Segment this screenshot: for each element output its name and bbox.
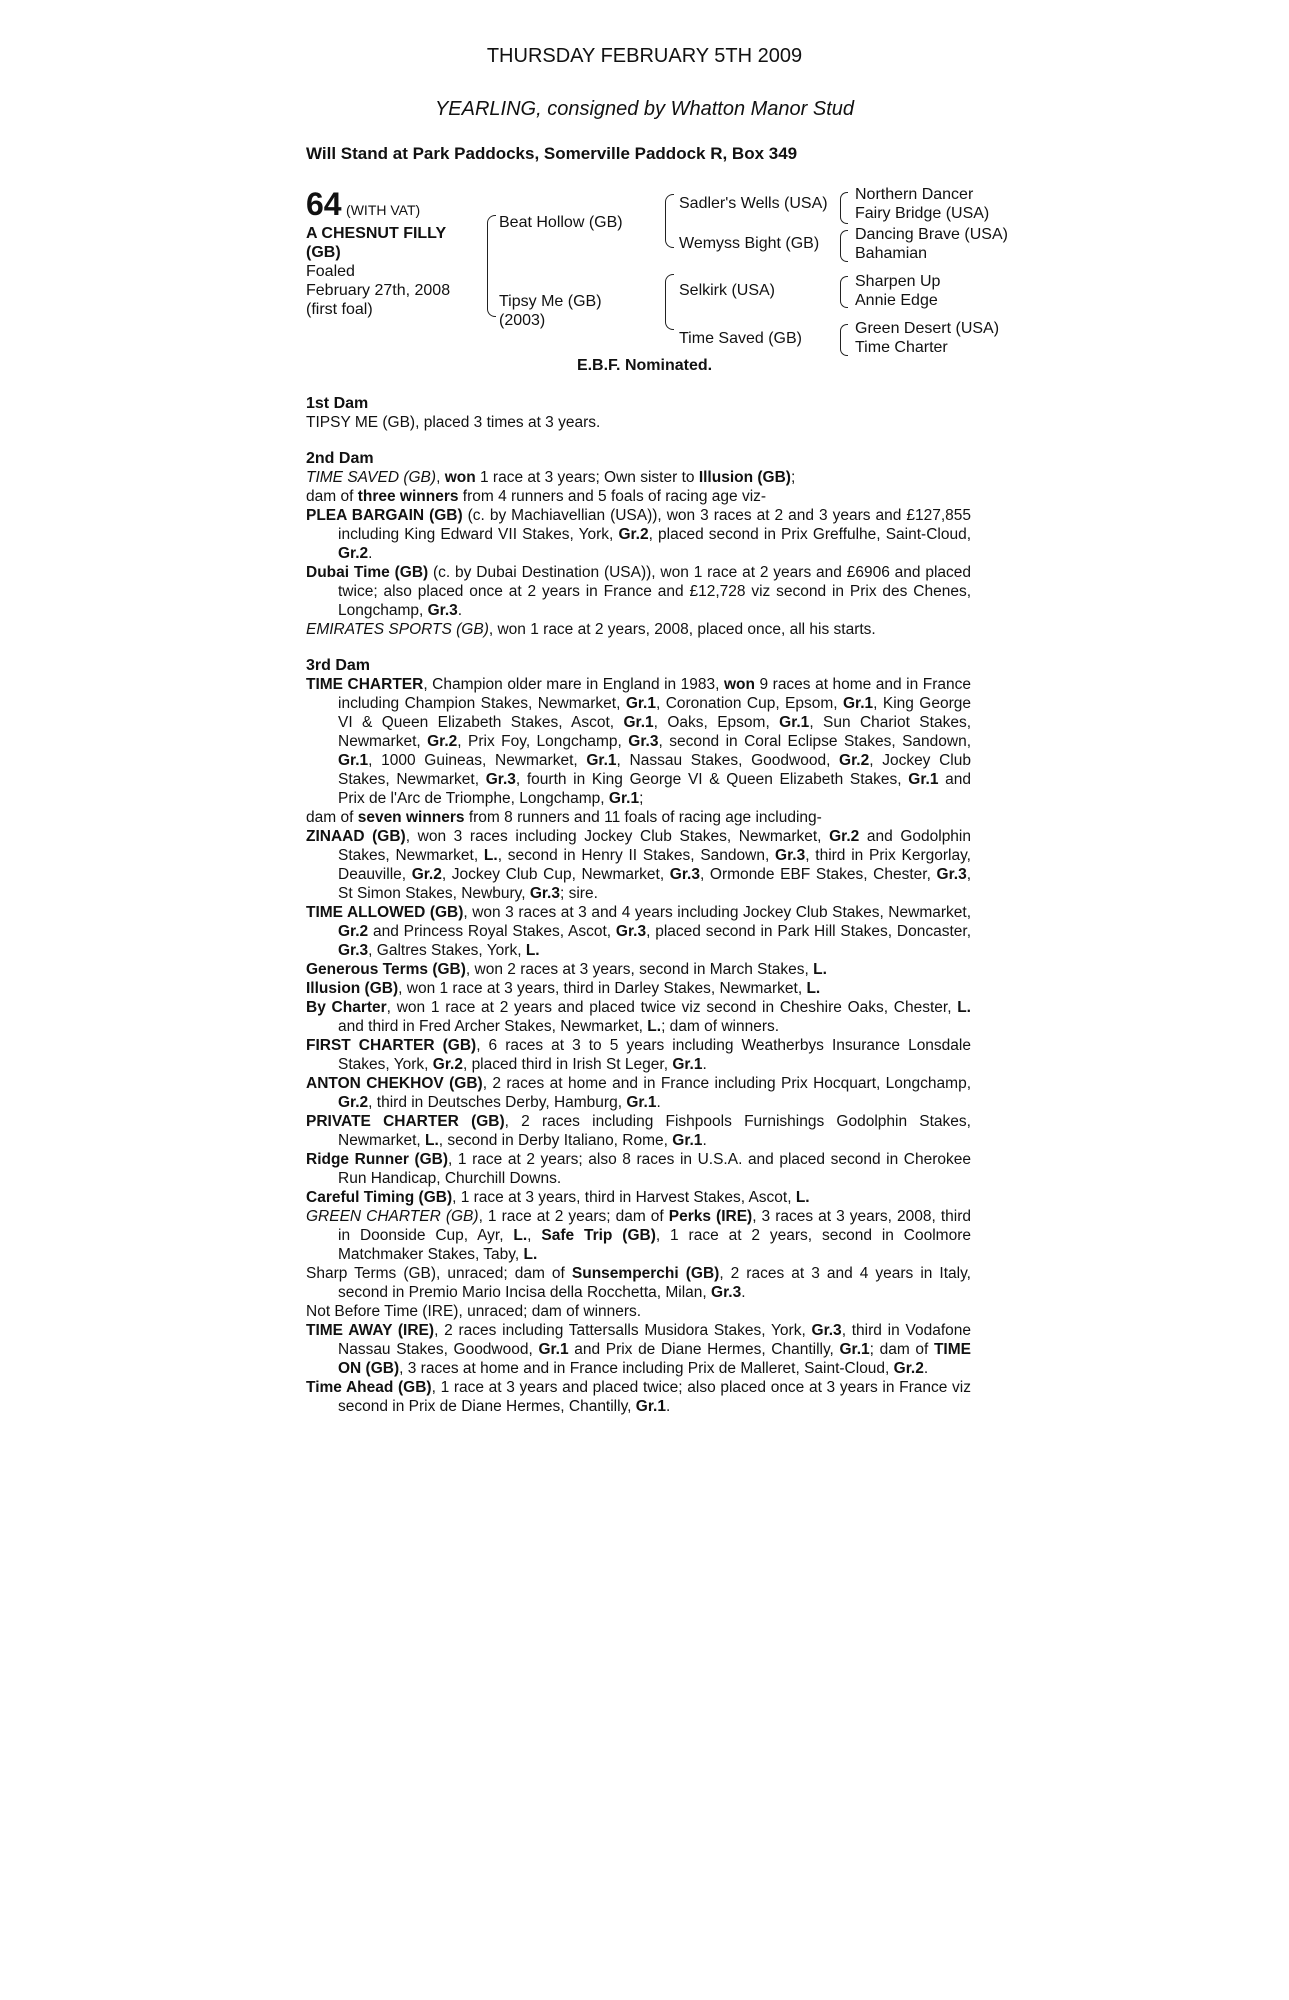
list-item: Dubai Time (GB) (c. by Dubai Destination (USA)), won 1 race at 2 years and £6906 and placed twice; also placed once at 2 years in France and £12,728 viz second in Prix des Chenes, Longchamp, Gr.3. <box>306 564 972 619</box>
pedigree-gg-2: Dancing Brave (USA) <box>855 226 1008 243</box>
pedigree-notes <box>306 394 971 1416</box>
second-dam-produce: dam of three winners from 4 runners and 5 foals of racing age viz- <box>306 488 767 505</box>
first-dam-text: TIPSY ME (GB), placed 3 times at 3 years. <box>306 414 601 431</box>
pedigree-brace-gg4 <box>840 324 848 356</box>
pedigree-dam-dam: Time Saved (GB) <box>679 330 802 347</box>
pedigree-sire-sire: Sadler's Wells (USA) <box>679 195 828 212</box>
list-item: PLEA BARGAIN (GB) (c. by Machiavellian (USA)), won 3 races at 2 and 3 years and £127,855 including King Edward VII Stakes, York, Gr.2, placed second in Prix Greffulhe, Saint-Cloud, Gr.2. <box>306 507 971 562</box>
list-item: Not Before Time (IRE), unraced; dam of winners. <box>306 1303 642 1320</box>
consignor-line: YEARLING, consigned by Whatton Manor Stud <box>434 98 855 120</box>
third-dam-text: TIME CHARTER, Champion older mare in England in 1983, won 9 races at home and in France including Champion Stakes, Newmarket, Gr.1, Coronation Cup, Epsom, Gr.1, King George VI & Queen Elizabeth Stakes, Ascot, Gr.1, Oaks, Epsom, Gr.1, Sun Chariot Stakes, Newmarket, Gr.2, Prix Foy, Longchamp, Gr.3, second in Coral Eclipse Stakes, Sandown, Gr.1, 1000 Guineas, Newmarket, Gr.1, Nassau Stakes, Goodwood, Gr.2, Jockey Club Stakes, Newmarket, Gr.3, fourth in King George VI & Queen Elizabeth Stakes, Gr.1 and Prix de l'Arc de Triomphe, Longchamp, Gr.1; <box>306 676 972 807</box>
foaled-label: Foaled <box>306 263 355 280</box>
foaled-date: February 27th, 2008 <box>306 282 451 299</box>
first-dam-title: 1st Dam <box>306 395 369 412</box>
pedigree-brace-gg2 <box>840 230 848 262</box>
pedigree-sire-dam: Wemyss Bight (GB) <box>679 235 820 252</box>
third-dam-title: 3rd Dam <box>306 657 371 674</box>
pedigree-gg-5: Annie Edge <box>855 292 938 309</box>
pedigree-brace-sire <box>665 194 674 248</box>
pedigree-sire: Beat Hollow (GB) <box>499 214 623 231</box>
pedigree-brace-dam <box>665 274 674 330</box>
pedigree-gg-1: Fairy Bridge (USA) <box>855 205 990 222</box>
list-item: Illusion (GB), won 1 race at 3 years, third in Darley Stakes, Newmarket, L. <box>306 980 821 997</box>
horse-name-country: (GB) <box>306 244 341 261</box>
pedigree-gg-4: Sharpen Up <box>855 273 941 290</box>
list-item: ZINAAD (GB), won 3 races including Jockey Club Stakes, Newmarket, Gr.2 and Godolphin Stakes, Newmarket, L., second in Henry II Stakes, Sandown, Gr.3, third in Prix Kergorlay, Deauville, Gr.2, Jockey Club Cup, Newmarket, Gr.3, Ormonde EBF Stakes, Chester, Gr.3, St Simon Stakes, Newbury, Gr.3; sire. <box>306 828 972 902</box>
pedigree-brace-gg1 <box>840 192 848 224</box>
list-item: Sharp Terms (GB), unraced; dam of Sunsemperchi (GB), 2 races at 3 and 4 years in Italy, second in Premio Mario Incisa della Rocchetta, Milan, Gr.3. <box>306 1265 971 1301</box>
foal-note: (first foal) <box>306 301 373 318</box>
second-dam-text: TIME SAVED (GB), won 1 race at 3 years; Own sister to Illusion (GB); <box>306 469 796 486</box>
pedigree-dam: Tipsy Me (GB) <box>499 293 602 310</box>
list-item: Time Ahead (GB), 1 race at 3 years and placed twice; also placed once at 3 years in France viz second in Prix de Diane Hermes, Chantilly, Gr.1. <box>306 1379 971 1415</box>
list-item: Careful Timing (GB), 1 race at 3 years, third in Harvest Stakes, Ascot, L. <box>306 1189 810 1206</box>
list-item: GREEN CHARTER (GB), 1 race at 2 years; dam of Perks (IRE), 3 races at 3 years, 2008, third in Doonside Cup, Ayr, L., Safe Trip (GB), 1 race at 2 years, second in Coolmore Matchmaker Stakes, Taby, L. <box>306 1208 972 1263</box>
pedigree-dam-sire: Selkirk (USA) <box>679 282 776 299</box>
list-item: EMIRATES SPORTS (GB), won 1 race at 2 years, 2008, placed once, all his starts. <box>306 621 876 638</box>
pedigree-gg-3: Bahamian <box>855 245 928 262</box>
list-item: Generous Terms (GB), won 2 races at 3 years, second in March Stakes, L. <box>306 961 827 978</box>
third-dam-produce: dam of seven winners from 8 runners and 11 foals of racing age including- <box>306 809 822 826</box>
pedigree-dam-year: (2003) <box>499 312 546 329</box>
lot-info <box>306 188 476 319</box>
pedigree-gg-6: Green Desert (USA) <box>855 320 1000 337</box>
ebf-nominated: E.B.F. Nominated. <box>576 357 713 374</box>
stand-location: Will Stand at Park Paddocks, Somerville Paddock R, Box 349 <box>306 144 798 163</box>
pedigree-gg-0: Northern Dancer <box>855 186 974 203</box>
pedigree-gg-7: Time Charter <box>855 339 948 356</box>
list-item: PRIVATE CHARTER (GB), 2 races including Fishpools Furnishings Godolphin Stakes, Newmarket, L., second in Derby Italiano, Rome, Gr.1. <box>306 1113 971 1149</box>
vat-note: (WITH VAT) <box>346 202 421 218</box>
list-item: By Charter, won 1 race at 2 years and placed twice viz second in Cheshire Oaks, Chester, L. and third in Fred Archer Stakes, Newmarket, L.; dam of winners. <box>306 999 971 1035</box>
lot-number: 64 <box>306 186 342 222</box>
list-item: ANTON CHEKHOV (GB), 2 races at home and in France including Prix Hocquart, Longchamp, Gr.2, third in Deutsches Derby, Hamburg, Gr.1. <box>306 1075 971 1111</box>
list-item: TIME AWAY (IRE), 2 races including Tattersalls Musidora Stakes, York, Gr.3, third in Vodafone Nassau Stakes, Goodwood, Gr.1 and Prix de Diane Hermes, Chantilly, Gr.1; dam of TIME ON (GB), 3 races at home and in France including Prix de Malleret, Saint-Cloud, Gr.2. <box>306 1322 971 1377</box>
sale-date: THURSDAY FEBRUARY 5TH 2009 <box>486 45 803 67</box>
list-item: Ridge Runner (GB), 1 race at 2 years; also 8 races in U.S.A. and placed second in Cherokee Run Handicap, Churchill Downs. <box>306 1151 972 1187</box>
pedigree-brace-gg3 <box>840 276 848 308</box>
list-item: FIRST CHARTER (GB), 6 races at 3 to 5 years including Weatherbys Insurance Lonsdale Stakes, York, Gr.2, placed third in Irish St Leger, Gr.1. <box>306 1037 971 1073</box>
list-item: TIME ALLOWED (GB), won 3 races at 3 and 4 years including Jockey Club Stakes, Newmarket, Gr.2 and Princess Royal Stakes, Ascot, Gr.3, placed second in Park Hill Stakes, Doncaster, Gr.3, Galtres Stakes, York, L. <box>306 904 971 959</box>
pedigree-brace-main <box>487 215 496 317</box>
second-dam-title: 2nd Dam <box>306 450 374 467</box>
horse-name: A CHESNUT FILLY <box>306 225 447 242</box>
